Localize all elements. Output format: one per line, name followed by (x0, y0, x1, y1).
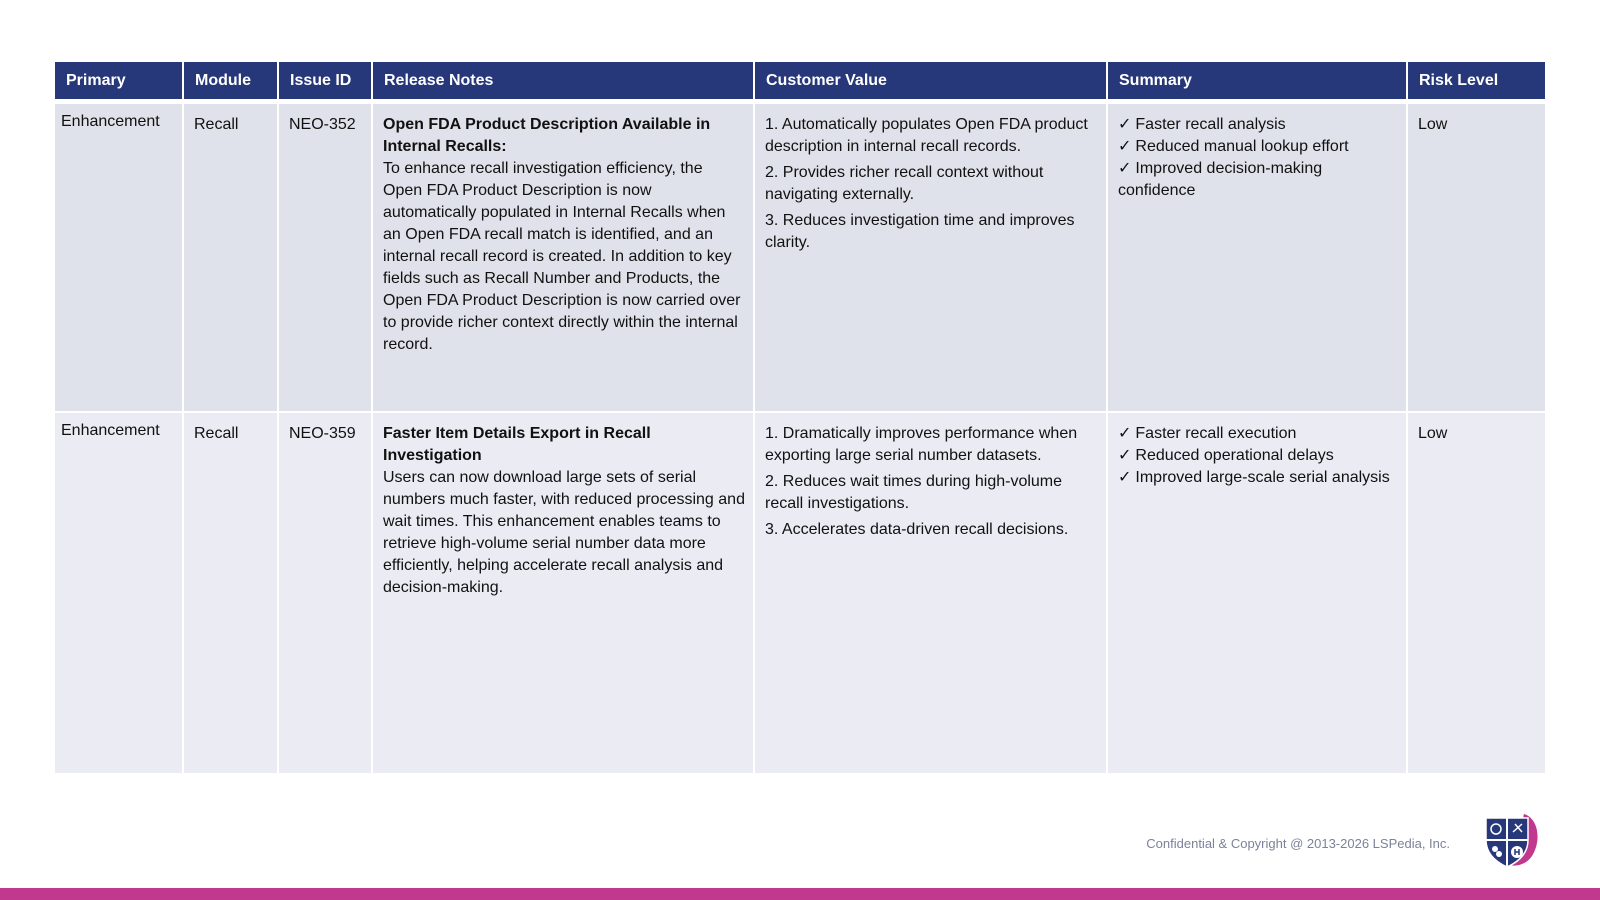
summary-text: Improved decision-making confidence (1118, 160, 1323, 199)
release-notes-cell (373, 413, 755, 773)
issue-id-cell: NEO-352 (279, 104, 373, 413)
check-icon: ✓ (1118, 447, 1132, 464)
primary-cell: Enhancement (55, 413, 184, 773)
check-icon: ✓ (1118, 425, 1132, 442)
summary-text: Improved large-scale serial analysis (1135, 469, 1390, 486)
summary-item (1118, 445, 1398, 467)
table-row (55, 104, 1545, 413)
customer-value-item: 1. Dramatically improves performance when exporting large serial number datasets. (765, 425, 1078, 464)
header-risk-level: Risk Level (1408, 62, 1545, 104)
customer-value-item: 3. Reduces investigation time and improves clarity. (765, 212, 1075, 251)
issue-id-cell: NEO-359 (279, 413, 373, 773)
summary-text: Faster recall analysis (1135, 116, 1286, 133)
check-icon: ✓ (1118, 160, 1132, 177)
summary-item (1118, 467, 1398, 489)
lspedia-logo-icon (1480, 810, 1540, 870)
risk-level-cell: Low (1408, 413, 1545, 773)
customer-value-item: 2. Provides richer recall context without navigating externally. (765, 164, 1044, 203)
bottom-accent-bar (0, 888, 1600, 900)
summary-cell (1108, 413, 1408, 773)
header-release-notes: Release Notes (373, 62, 755, 104)
summary-item (1118, 136, 1398, 158)
primary-cell: Enhancement (55, 104, 184, 413)
module-cell: Recall (184, 104, 279, 413)
release-notes-body: To enhance recall investigation efficiency, the Open FDA Product Description is now automatically populated in Internal Recalls when an Open FDA recall match is identified, and an internal recall record is created. In addition to key fields such as Recall Number and Products, the Open FDA Product Description is now carried over to provide richer context directly within the internal record. (383, 160, 741, 353)
release-notes-title: Open FDA Product Description Available in Internal Recalls: (383, 116, 711, 155)
summary-item (1118, 158, 1398, 202)
check-icon: ✓ (1118, 138, 1132, 155)
copyright-text: Confidential & Copyright @ 2013-2026 LSPedia, Inc. (1146, 836, 1450, 851)
summary-cell (1108, 104, 1408, 413)
header-issue-id: Issue ID (279, 62, 373, 104)
risk-level-cell: Low (1408, 104, 1545, 413)
customer-value-item: 2. Reduces wait times during high-volume recall investigations. (765, 473, 1063, 512)
check-icon: ✓ (1118, 469, 1132, 486)
release-notes-table (55, 62, 1545, 773)
header-summary: Summary (1108, 62, 1408, 104)
table-row (55, 413, 1545, 773)
summary-text: Reduced operational delays (1135, 447, 1334, 464)
summary-item (1118, 423, 1398, 445)
release-notes-body: Users can now download large sets of serial numbers much faster, with reduced processing and wait times. This enhancement enables teams to retrieve high-volume serial number data more efficiently, helping accelerate recall analysis and decision-making. (383, 469, 745, 596)
table-header-row (55, 62, 1545, 104)
customer-value-item: 1. Automatically populates Open FDA product description in internal recall records. (765, 116, 1088, 155)
header-customer-value: Customer Value (755, 62, 1108, 104)
header-module: Module (184, 62, 279, 104)
customer-value-item: 3. Accelerates data-driven recall decisions. (765, 521, 1069, 538)
module-cell: Recall (184, 413, 279, 773)
customer-value-cell (755, 104, 1108, 413)
summary-text: Reduced manual lookup effort (1135, 138, 1349, 155)
release-notes-cell (373, 104, 755, 413)
header-primary: Primary (55, 62, 184, 104)
release-notes-title: Faster Item Details Export in Recall Investigation (383, 425, 651, 464)
summary-item (1118, 114, 1398, 136)
summary-text: Faster recall execution (1135, 425, 1297, 442)
customer-value-cell (755, 413, 1108, 773)
check-icon: ✓ (1118, 116, 1132, 133)
